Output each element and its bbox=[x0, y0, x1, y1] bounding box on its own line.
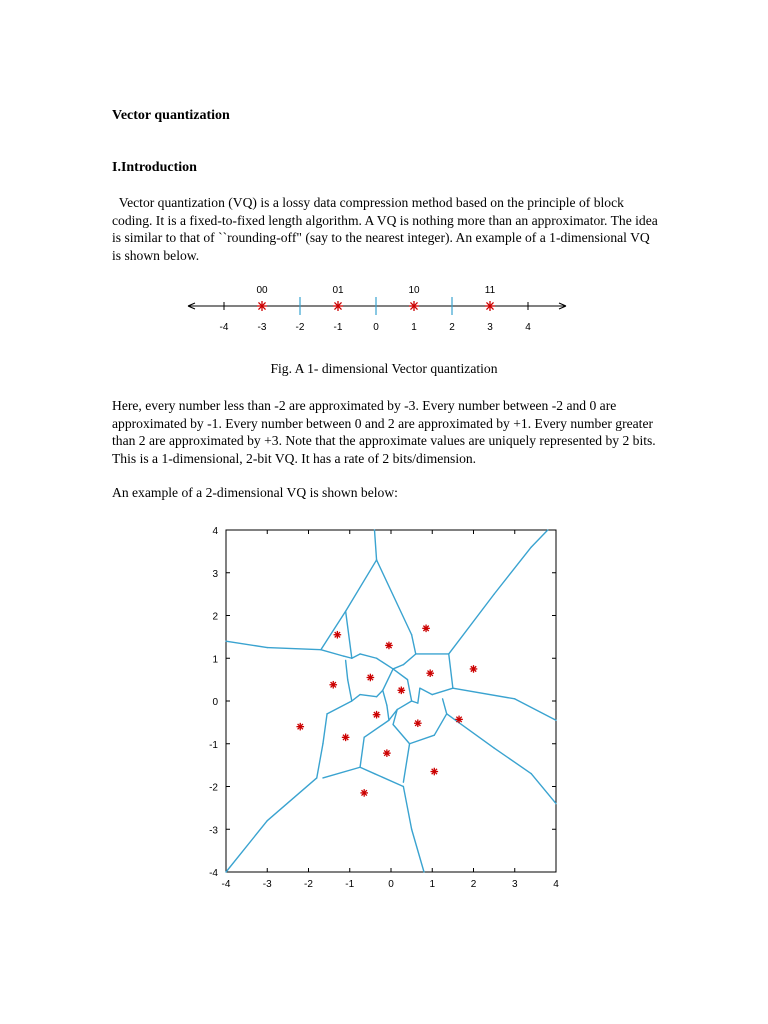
y-tick-label: -2 bbox=[209, 782, 218, 794]
explanation-paragraph: Here, every number less than -2 are approximated by -3. Every number between -2 and 0 are approximated by -1. Every number between 0 and 2 are approximated by +1. Every number greater than 2 are approximated by +3. Note that the approximate values are uniquely represented by 2 bits. This is a 1-dimensional, 2-bit VQ. It has a rate of 2 bits/dimension. bbox=[112, 398, 656, 466]
x-tick-label: -1 bbox=[345, 879, 355, 890]
voronoi-edge bbox=[377, 690, 383, 696]
voronoi-edge bbox=[531, 774, 556, 804]
voronoi-edge bbox=[352, 695, 360, 701]
voronoi-edge bbox=[346, 560, 377, 611]
voronoi-edge bbox=[447, 714, 494, 748]
voronoi-edge bbox=[346, 660, 348, 679]
figure-1d-vq bbox=[0, 280, 768, 340]
voronoi-edge bbox=[449, 594, 494, 654]
voronoi-edge bbox=[412, 635, 416, 654]
x-tick-label: 3 bbox=[511, 879, 518, 890]
example-2d-line: An example of a 2-dimensional VQ is shown below: bbox=[112, 485, 398, 500]
codevector-marker bbox=[383, 749, 391, 757]
code-label: 01 bbox=[332, 285, 344, 296]
voronoi-edge bbox=[494, 547, 531, 594]
x-tick-label: -4 bbox=[221, 879, 231, 890]
voronoi-edge bbox=[377, 560, 412, 635]
codevector-marker bbox=[367, 674, 375, 682]
codevector-marker bbox=[360, 789, 368, 797]
codevector-marker bbox=[385, 642, 393, 650]
y-tick-label: -3 bbox=[209, 825, 218, 837]
voronoi-edge bbox=[321, 650, 344, 656]
figure-1-caption: Fig. A 1- dimensional Vector quantization bbox=[270, 361, 498, 376]
codevector-marker bbox=[455, 716, 463, 724]
voronoi-edge bbox=[494, 748, 531, 774]
voronoi-edge bbox=[403, 787, 411, 830]
code-label: 10 bbox=[408, 285, 420, 296]
y-tick-label: 0 bbox=[212, 697, 218, 708]
x-tick-label: -3 bbox=[262, 879, 272, 890]
voronoi-edge bbox=[352, 654, 360, 658]
voronoi-edge bbox=[432, 688, 453, 694]
y-tick-label: -1 bbox=[209, 739, 218, 751]
tick-label: 1 bbox=[411, 322, 417, 333]
tick-label: 2 bbox=[449, 322, 455, 333]
voronoi-edge bbox=[344, 656, 352, 658]
voronoi-edge bbox=[397, 701, 411, 710]
x-tick-label: -2 bbox=[304, 879, 313, 890]
codevector-marker bbox=[470, 665, 478, 673]
tick-label: -4 bbox=[219, 322, 229, 333]
voronoi-edge bbox=[412, 829, 424, 872]
voronoi-edge bbox=[346, 611, 352, 658]
codevector-marker bbox=[422, 625, 430, 633]
voronoi-edge bbox=[323, 714, 327, 744]
code-point-marker bbox=[257, 301, 267, 311]
voronoi-edge bbox=[410, 735, 435, 744]
y-tick-label: 3 bbox=[212, 568, 218, 580]
codevector-marker bbox=[431, 768, 439, 776]
x-tick-label: 0 bbox=[388, 879, 394, 890]
figure-2d-vq-chart bbox=[0, 520, 768, 900]
voronoi-edge bbox=[321, 611, 346, 649]
voronoi-edge bbox=[364, 720, 389, 737]
x-tick-label: 1 bbox=[429, 879, 436, 890]
tick-label: 0 bbox=[373, 322, 379, 333]
voronoi-edge bbox=[393, 669, 407, 680]
voronoi-edge bbox=[375, 530, 377, 560]
voronoi-edge bbox=[348, 680, 352, 701]
voronoi-edge bbox=[317, 744, 323, 778]
y-tick-label: 1 bbox=[212, 654, 218, 666]
voronoi-edge bbox=[403, 744, 409, 782]
voronoi-edge bbox=[434, 714, 446, 735]
code-label: 00 bbox=[256, 285, 268, 296]
voronoi-edge bbox=[226, 641, 267, 647]
voronoi-edge bbox=[360, 654, 377, 658]
y-tick-label: 2 bbox=[212, 611, 218, 623]
voronoi-edge bbox=[420, 688, 432, 694]
codevector-marker bbox=[296, 723, 304, 731]
voronoi-edge bbox=[393, 665, 403, 669]
voronoi-edge bbox=[515, 699, 556, 720]
voronoi-edge bbox=[403, 654, 415, 665]
codevector-marker bbox=[426, 669, 434, 677]
codevector-marker bbox=[373, 711, 381, 719]
voronoi-edge bbox=[267, 778, 317, 821]
voronoi-edge bbox=[387, 705, 389, 720]
voronoi-edge bbox=[383, 669, 393, 690]
tick-label: 4 bbox=[525, 322, 531, 333]
voronoi-edge bbox=[449, 654, 453, 688]
codevector-marker bbox=[342, 734, 350, 742]
voronoi-edge bbox=[360, 737, 364, 767]
tick-label: 3 bbox=[487, 322, 493, 333]
codevector-marker bbox=[329, 681, 337, 689]
intro-paragraph: Vector quantization (VQ) is a lossy data compression method based on the principle of block coding. It is a fixed-to-fixed length algorithm. A VQ is nothing more than an approximator. The idea is similar to that of ``rounding-off" (say to the nearest integer). An example of a 1-dimensional VQ is shown below. bbox=[112, 195, 662, 263]
code-point-marker bbox=[333, 301, 343, 311]
voronoi-edge bbox=[418, 688, 420, 703]
voronoi-edge bbox=[383, 690, 387, 705]
plot-frame bbox=[226, 530, 556, 872]
document-title: Vector quantization bbox=[112, 108, 230, 123]
voronoi-edge bbox=[327, 701, 352, 714]
x-tick-label: 2 bbox=[470, 879, 477, 890]
codevector-marker bbox=[414, 719, 422, 727]
codevector-marker bbox=[334, 631, 342, 639]
voronoi-edge bbox=[531, 530, 548, 547]
voronoi-edge bbox=[408, 680, 412, 701]
tick-label: -2 bbox=[295, 322, 305, 333]
voronoi-edge bbox=[412, 701, 418, 703]
voronoi-edge bbox=[360, 767, 374, 773]
y-tick-label: -4 bbox=[209, 868, 218, 879]
x-tick-label: 4 bbox=[553, 879, 559, 890]
codevector-marker bbox=[398, 687, 406, 695]
voronoi-edge bbox=[393, 725, 410, 744]
voronoi-edge bbox=[375, 774, 404, 787]
voronoi-edge bbox=[226, 821, 267, 872]
tick-label: -1 bbox=[333, 322, 343, 333]
y-tick-label: 4 bbox=[212, 526, 218, 537]
code-point-marker bbox=[409, 301, 419, 311]
voronoi-edge bbox=[377, 658, 394, 669]
voronoi-edge bbox=[323, 767, 360, 778]
voronoi-edge bbox=[443, 699, 447, 714]
voronoi-edge bbox=[267, 648, 321, 650]
tick-label: -3 bbox=[257, 322, 267, 333]
section-heading: I.Introduction bbox=[112, 160, 197, 175]
code-label: 11 bbox=[484, 285, 496, 296]
voronoi-edge bbox=[453, 688, 515, 699]
voronoi-edge bbox=[360, 695, 377, 697]
code-point-marker bbox=[485, 301, 495, 311]
